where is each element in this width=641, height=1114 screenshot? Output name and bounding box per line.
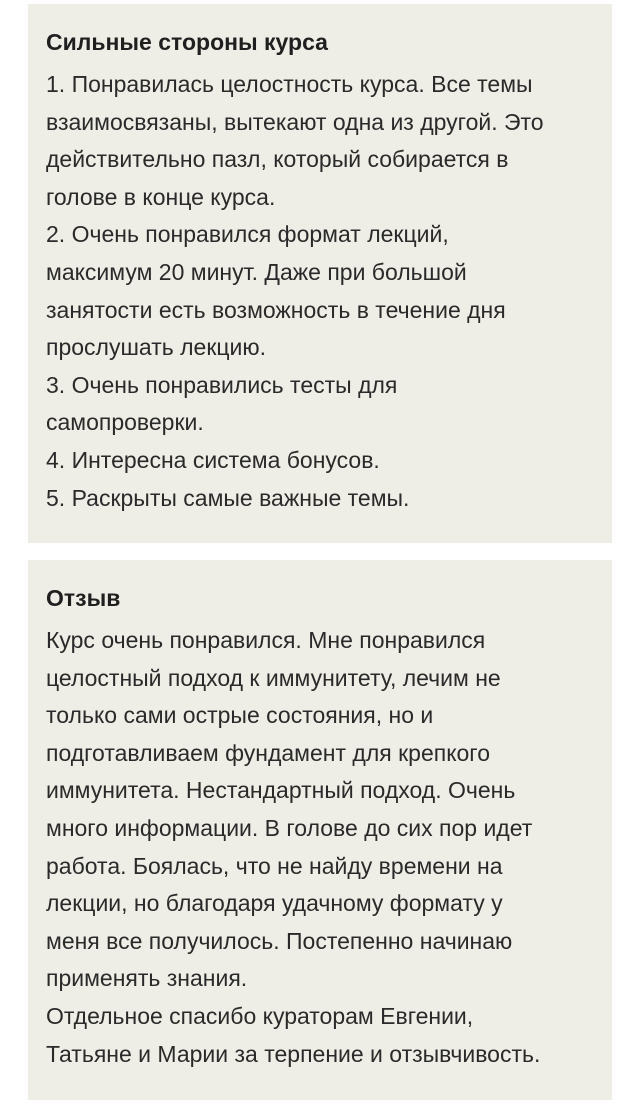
strengths-text bbox=[46, 66, 594, 517]
strengths-line: занятости есть возможность в течение дня bbox=[46, 296, 506, 323]
strengths-line: взаимосвязаны, вытекают одна из другой. Это bbox=[46, 108, 544, 135]
review-line: лекции, но благодаря удачному формату у bbox=[46, 890, 503, 917]
strengths-line: прослушать лекцию. bbox=[46, 334, 267, 361]
strengths-line: действительно пазл, который собирается в bbox=[46, 146, 509, 173]
strengths-line: самопроверки. bbox=[46, 409, 204, 436]
review-line: меня все получилось. Постепенно начинаю bbox=[46, 927, 513, 954]
review-line: применять знания. bbox=[46, 965, 248, 992]
review-card bbox=[28, 560, 612, 1100]
strengths-line: 2. Очень понравился формат лекций, bbox=[46, 221, 449, 248]
review-line: много информации. В голове до сих пор идет bbox=[46, 814, 533, 841]
strengths-card bbox=[28, 4, 612, 543]
strengths-line: 5. Раскрыты самые важные темы. bbox=[46, 484, 410, 511]
review-line: иммунитета. Нестандартный подход. Очень bbox=[46, 777, 516, 804]
review-line: целостный подход к иммунитету, лечим не bbox=[46, 664, 501, 691]
strengths-line: голове в конце курса. bbox=[46, 183, 276, 210]
review-line: работа. Боялась, что не найду времени на bbox=[46, 852, 503, 879]
review-title: Отзыв bbox=[46, 585, 121, 611]
strengths-line: максимум 20 минут. Даже при большой bbox=[46, 258, 467, 285]
strengths-title: Сильные стороны курса bbox=[46, 29, 328, 55]
review-line: Отдельное спасибо кураторам Евгении, bbox=[46, 1002, 474, 1029]
review-line: Татьяне и Марии за терпение и отзывчивость. bbox=[46, 1040, 541, 1067]
strengths-line: 1. Понравилась целостность курса. Все темы bbox=[46, 71, 533, 97]
review-line: только сами острые состояния, но и bbox=[46, 702, 434, 729]
strengths-line: 4. Интересна система бонусов. bbox=[46, 446, 380, 473]
review-line: подготавливаем фундамент для крепкого bbox=[46, 739, 490, 766]
strengths-line: 3. Очень понравились тесты для bbox=[46, 371, 398, 398]
review-line: Курс очень понравился. Мне понравился bbox=[46, 627, 486, 653]
review-text bbox=[46, 622, 594, 1073]
